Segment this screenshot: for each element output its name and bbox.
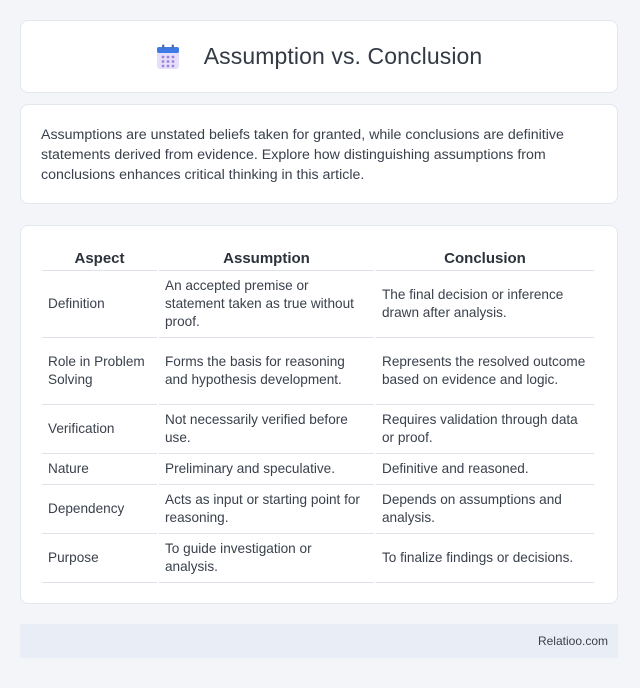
assumption-cell: To guide investigation or analysis. <box>159 534 374 583</box>
assumption-cell: Preliminary and speculative. <box>159 454 374 485</box>
footer-brand[interactable]: Relatioo.com <box>537 634 608 648</box>
header-conclusion: Conclusion <box>376 246 594 271</box>
aspect-cell: Definition <box>42 271 157 338</box>
table-row <box>42 454 594 485</box>
intro-card <box>20 104 618 204</box>
table-row <box>42 271 594 338</box>
aspect-cell: Purpose <box>42 534 157 583</box>
conclusion-cell: Depends on assumptions and analysis. <box>376 485 594 534</box>
aspect-cell: Nature <box>42 454 157 485</box>
conclusion-cell: Represents the resolved outcome based on evidence and logic. <box>376 338 594 405</box>
aspect-cell: Dependency <box>42 485 157 534</box>
table-row <box>42 485 594 534</box>
conclusion-cell: To finalize findings or decisions. <box>376 534 594 583</box>
assumption-cell: An accepted premise or statement taken as true without proof. <box>159 271 374 338</box>
page-title: Assumption vs. Conclusion <box>203 43 483 69</box>
calendar-icon <box>156 44 180 70</box>
conclusion-cell: Definitive and reasoned. <box>376 454 594 485</box>
aspect-cell: Verification <box>42 405 157 454</box>
table-row <box>42 534 594 583</box>
conclusion-cell: Requires validation through data or proof. <box>376 405 594 454</box>
assumption-cell: Acts as input or starting point for reasoning. <box>159 485 374 534</box>
conclusion-cell: The final decision or inference drawn after analysis. <box>376 271 594 338</box>
assumption-cell: Forms the basis for reasoning and hypothesis development. <box>159 338 374 405</box>
title-card <box>20 20 618 93</box>
comparison-card <box>20 225 618 604</box>
table-row <box>42 338 594 405</box>
table-header-row <box>42 246 594 271</box>
table-row <box>42 405 594 454</box>
assumption-cell: Not necessarily verified before use. <box>159 405 374 454</box>
aspect-cell: Role in Problem Solving <box>42 338 157 405</box>
comparison-table <box>40 246 596 583</box>
header-aspect: Aspect <box>42 246 157 271</box>
footer-bar <box>20 624 618 658</box>
header-assumption: Assumption <box>159 246 374 271</box>
intro-text: Assumptions are unstated beliefs taken for granted, while conclusions are definitive statements derived from evidence. Explore how distinguishing assumptions from conclusions enhances critical thinking in this article. <box>41 127 564 183</box>
